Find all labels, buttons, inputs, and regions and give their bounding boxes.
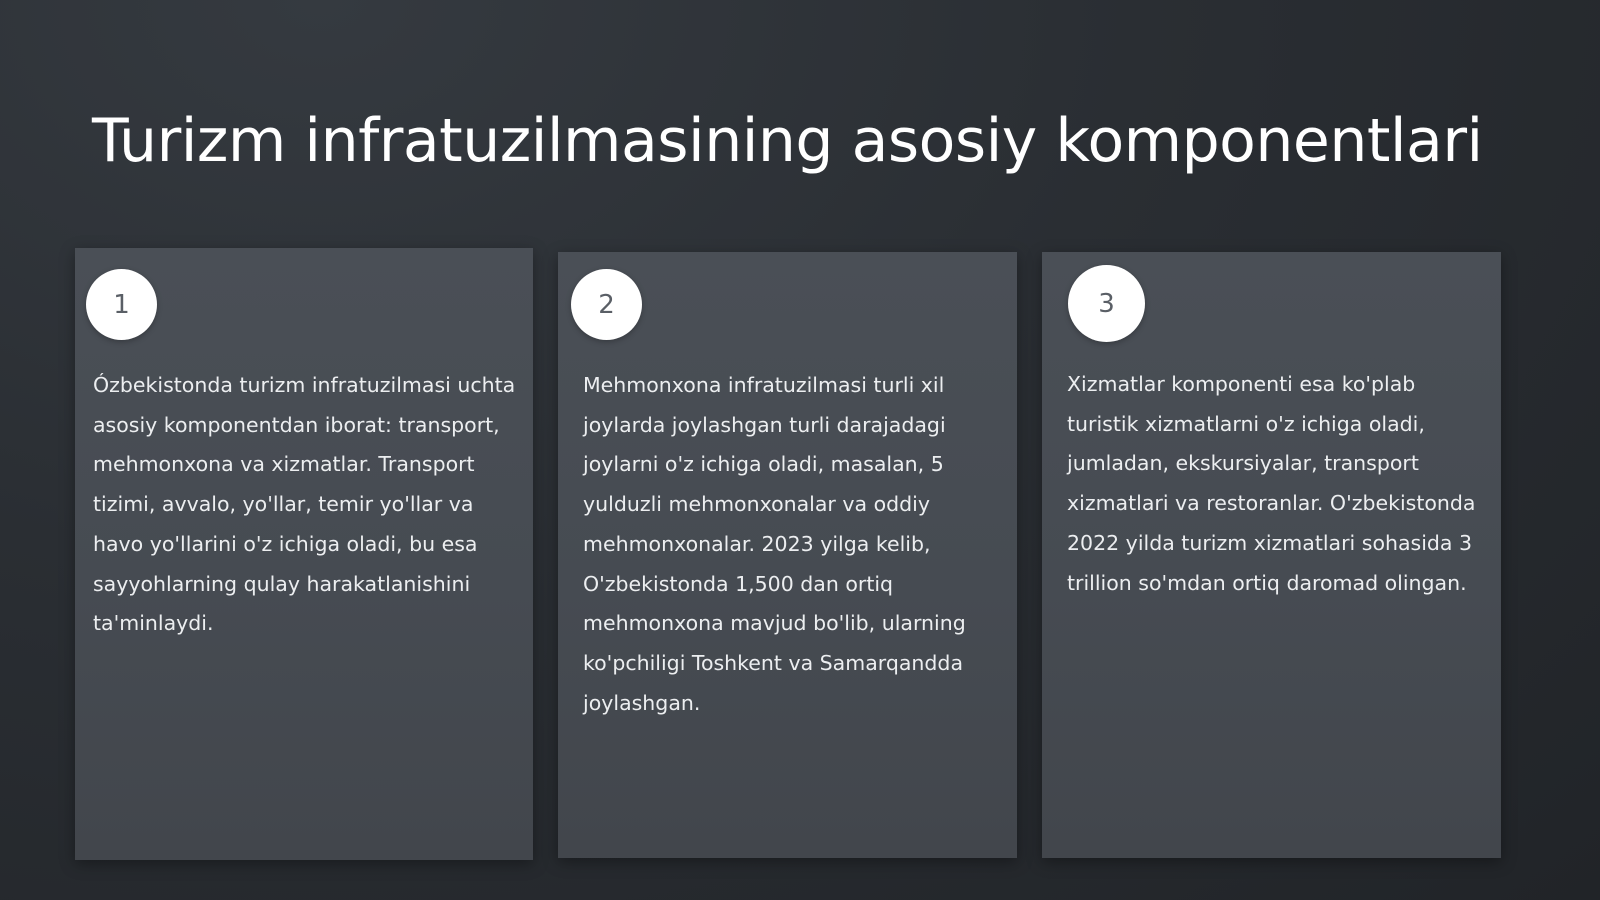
card-number-badge: 2: [571, 269, 642, 340]
card-description: Mehmonxona infratuzilmasi turli xil joylarda joylashgan turli darajadagi joylarni o'z ichiga oladi, masalan, 5 yulduzli mehmonxonalar va oddiy mehmonxonalar. 2023 yilga kelib, O'zbekistonda 1,500 dan ortiq mehmonxona mavjud bo'lib, ularning ko'pchiligi Toshkent va Samarqandda joylashgan.: [583, 373, 966, 715]
card-description: Xizmatlar komponenti esa ko'plab turistik xizmatlarni o'z ichiga oladi, jumladan, ekskursiyalar, transport xizmatlari va restoranlar. O'zbekistonda 2022 yilda turizm xizmatlari sohasida 3 trillion so'mdan ortiq daromad olingan.: [1067, 372, 1476, 595]
component-card-transport: [75, 248, 533, 860]
card-number-badge: 3: [1068, 265, 1145, 342]
slide-title: Turizm infratuzilmasining asosiy komponentlari: [92, 106, 1483, 176]
component-card-hotel: [558, 252, 1017, 858]
card-description: Ózbekistonda turizm infratuzilmasi uchta asosiy komponentdan iborat: transport, mehmonxona va xizmatlar. Transport tizimi, avvalo, yo'llar, temir yo'llar va havo yo'llarini o'z ichiga oladi, bu esa sayyohlarning qulay harakatlanishini ta'minlaydi.: [93, 373, 516, 636]
card-number-badge: 1: [86, 269, 157, 340]
component-card-services: [1042, 252, 1501, 858]
